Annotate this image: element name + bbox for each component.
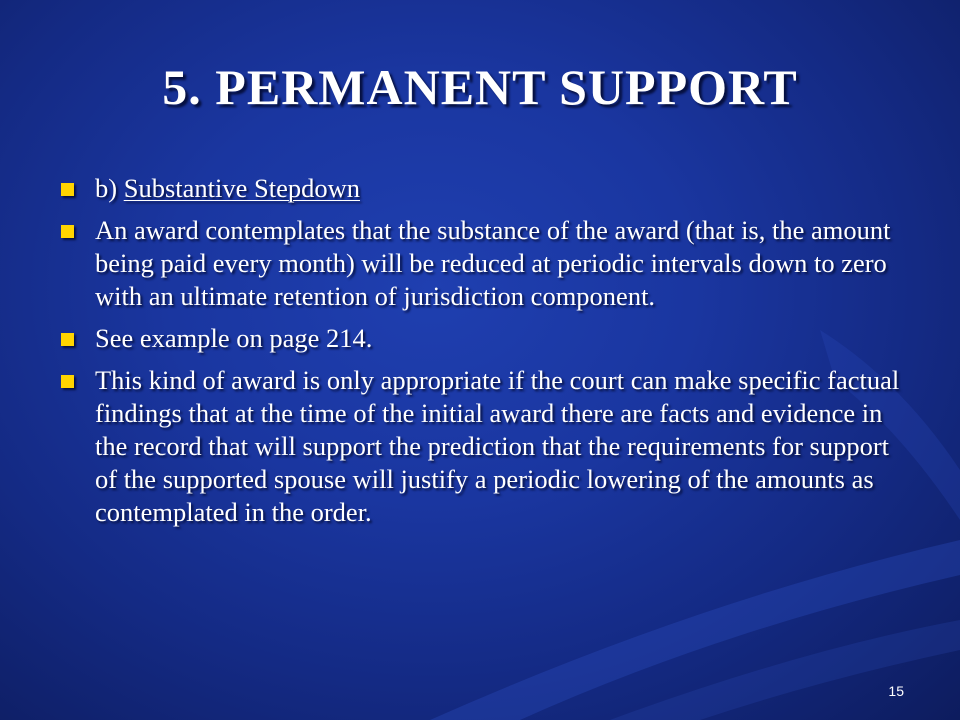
slide-title: 5. PERMANENT SUPPORT xyxy=(162,59,798,115)
bullet-text: This kind of award is only appropriate if the court can make specific factual findings that at the time of the initial award there are facts and evidence in the record that will support the prediction that the requirements for support of the supported spouse will justify a periodic lowering of the amounts as contemplated in the order. xyxy=(95,365,900,527)
subtopic-heading: Substantive Stepdown xyxy=(123,173,360,203)
square-bullet-icon xyxy=(61,225,74,238)
square-bullet-icon xyxy=(61,333,74,346)
bullet-item-subtopic xyxy=(60,172,905,205)
bullet-list xyxy=(60,172,905,538)
bullet-text: See example on page 214. xyxy=(95,323,373,353)
bullet-item-example xyxy=(60,322,905,355)
square-bullet-icon xyxy=(61,183,74,196)
page-number: 15 xyxy=(888,683,904,699)
bullet-item-appropriateness xyxy=(60,364,905,529)
subtopic-prefix: b) xyxy=(95,173,124,203)
bullet-text: An award contemplates that the substance of the award (that is, the amount being paid every month) will be reduced at periodic intervals down to zero with an ultimate retention of jurisdiction component. xyxy=(95,215,891,311)
bullet-item-definition xyxy=(60,214,905,313)
square-bullet-icon xyxy=(61,375,74,388)
